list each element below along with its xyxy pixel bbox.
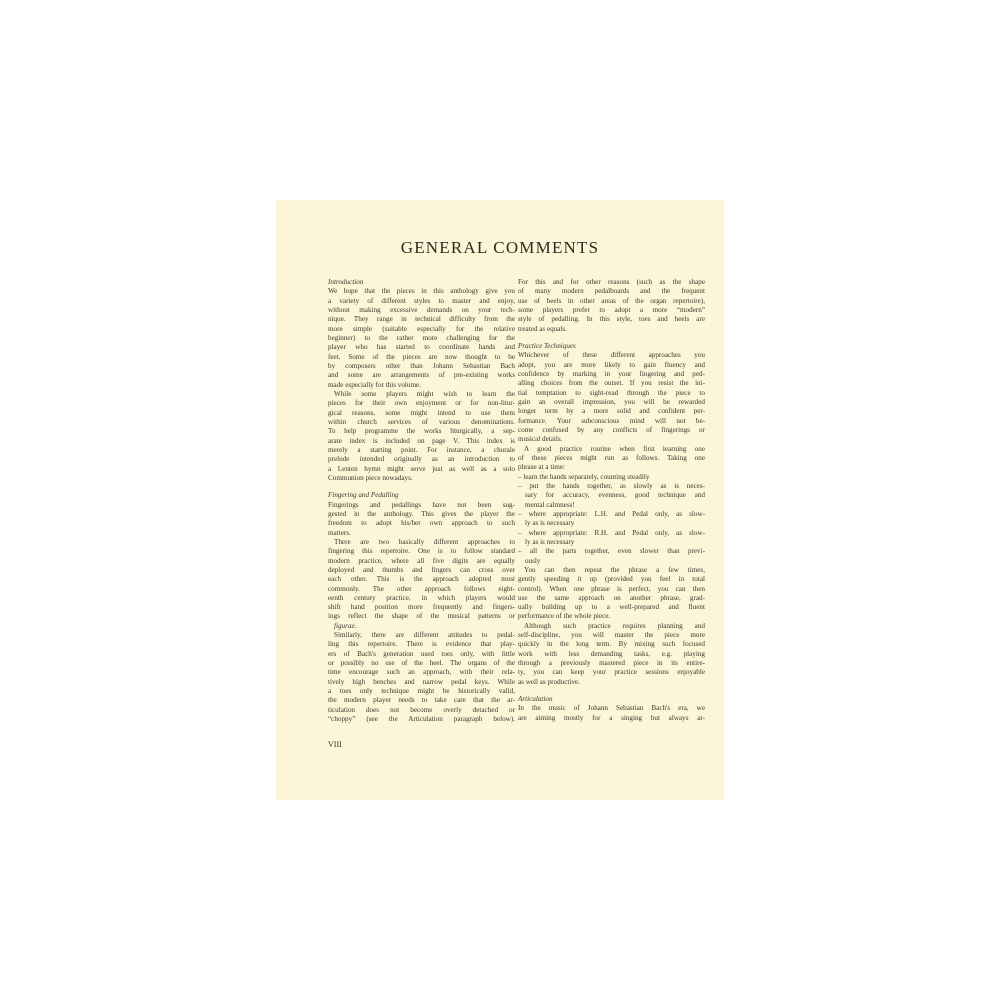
text-line: gain an overall impression, you will be rewarded (518, 397, 705, 406)
text-line: some players prefer to adopt a more “modern” (518, 305, 705, 314)
text-line: eenth century practice, in which players would (328, 593, 515, 602)
page-title: GENERAL COMMENTS (400, 238, 600, 257)
paragraph-gap (518, 334, 705, 342)
text-line: player who has started to coordinate hands and (328, 343, 515, 352)
text-line: – learn the hands separately, counting steadily (518, 472, 650, 481)
text-line: ings reflect the shape of the musical patterns or (328, 612, 515, 621)
text-line: are aiming mostly for a singing but always ar- (518, 713, 705, 722)
text-line: style of pedalling. In this style, toes and heels are (518, 315, 705, 324)
text-line: ly as is necessary (525, 537, 575, 546)
text-line: a toes only technique might be historically valid, (328, 687, 515, 696)
text-line: – all the parts together, even slower than previ- (518, 547, 705, 556)
section-heading: Articulation (518, 695, 553, 704)
text-line: merely a starting point. For instance, a chorale (328, 445, 515, 454)
text-line: ously (525, 556, 541, 565)
text-line: – where appropriate: R.H. and Pedal only, as slow- (518, 528, 705, 537)
text-line: In the music of Johann Sebastian Bach's era, we (518, 704, 705, 713)
section-heading: Practice Techniques (518, 341, 576, 350)
text-line: of these pieces might run as follows. Taking one (518, 453, 705, 462)
text-line: sary for accuracy, evenness, good technique and (525, 491, 705, 500)
text-line: control). When one phrase is perfect, you can then (518, 584, 705, 593)
text-line: formance. Your subconscious mind will not be- (518, 416, 705, 425)
page-number: VIII (328, 740, 342, 749)
text-line: of many modern pedalboards and the frequent (518, 287, 705, 296)
text-line: through a previously mastered piece in its entire- (518, 659, 705, 668)
text-line: You can then repeat the phrase a few times, (524, 565, 705, 574)
text-line: figurae. (334, 621, 357, 630)
text-line: gical reasons, some might intend to use them (328, 408, 515, 417)
text-line: pieces for their own enjoyment or for non-litur- (328, 399, 515, 408)
paragraph-gap (328, 483, 515, 491)
text-line: longer term by a more solid and confident per- (518, 407, 705, 416)
text-line: Fingerings and pedallings have not been sug- (328, 500, 515, 509)
text-line: tively high benches and narrow pedal keys. While (328, 677, 515, 686)
text-line: ually building up to a well-prepared and fluent (518, 603, 705, 612)
text-line: modern practice, where all five digits are equally (328, 556, 515, 565)
left-column (328, 278, 515, 724)
text-line: Whichever of these different approaches you (518, 351, 705, 360)
paragraph-gap (518, 687, 705, 695)
text-line: a Lenten hymn might serve just as well as a solo (328, 464, 515, 473)
text-line: – where appropriate: L.H. and Pedal only, as slow- (518, 509, 705, 518)
text-line: For this and for other reasons (such as the shape (518, 278, 705, 286)
text-line: commonly. The other approach follows eight- (328, 584, 515, 593)
text-line: deployed and thumbs and fingers can cross over (328, 565, 515, 574)
text-line: freedom to adopt his/her own approach to such (328, 519, 515, 528)
text-line: confidence by marking in your fingering and ped- (518, 369, 705, 378)
text-line: made especially for this volume. (328, 380, 421, 389)
section-heading: Fingering and Pedalling (328, 491, 399, 500)
text-line: feet. Some of the pieces are now thought to be (328, 352, 515, 361)
text-line: a variety of different styles to master and enjoy, (328, 296, 515, 305)
text-line: phrase at a time: (518, 463, 565, 472)
text-line: treated as equals. (518, 324, 567, 333)
text-line: ticulation does not become overly detached or (328, 705, 515, 714)
text-line: There are two basically different approaches to (334, 537, 515, 546)
text-line: time encourage such an approach, with their rela- (328, 668, 515, 677)
text-line: come confused by any conflicts of fingerings or (518, 425, 705, 434)
text-line: ling this repertoire. There is evidence that play- (328, 640, 515, 649)
text-line: Communion piece nowadays. (328, 473, 413, 482)
text-line: To help programme the works liturgically, a sep- (328, 427, 515, 436)
text-line: quickly in the long term. By mixing such focused (518, 640, 705, 649)
text-line: – put the hands together, as slowly as is neces- (518, 481, 705, 490)
text-line: within church services of various denominations. (328, 417, 515, 426)
right-column (518, 278, 705, 723)
text-line: A good practice routine when first learning one (524, 444, 705, 453)
text-line: use the same approach on another phrase, grad- (518, 593, 705, 602)
text-line: While some players might wish to learn the (334, 389, 515, 398)
text-line: gested in the anthology. This gives the player the (328, 509, 515, 518)
text-line: or possibly no use of the heel. The organs of the (328, 659, 515, 668)
text-line: use of heels in other areas of the organ repertoire), (518, 296, 705, 305)
text-line: alling choices from the outset. If you resist the ini- (518, 379, 705, 388)
text-line: arate index is included on page V. This index is (328, 436, 515, 445)
text-line: the modern player needs to take care that the ar- (328, 696, 515, 705)
text-line: each other. This is the approach adopted most (328, 575, 515, 584)
section-heading: Introduction (328, 278, 364, 286)
text-line: We hope that the pieces in this anthology give you (328, 287, 515, 296)
text-line: nique. They range in technical difficulty from the (328, 315, 515, 324)
document-page (276, 200, 724, 800)
text-line: matters. (328, 528, 351, 537)
text-line: more simple (suitable especially for the relative (328, 324, 515, 333)
text-line: Similarly, there are different attitudes to pedal- (334, 631, 515, 640)
text-line: beginner) to the rather more challenging for the (328, 333, 515, 342)
text-line: Although such practice requires planning and (524, 621, 705, 630)
text-line: fingering this repertoire. One is to follow standard (328, 547, 515, 556)
text-line: “choppy” (see the Articulation paragraph below). (328, 715, 515, 724)
text-line: by composers other than Johann Sebastian Bach (328, 361, 515, 370)
text-line: gently speeding it up (provided you feel in total (518, 575, 705, 584)
text-line: performance of the whole piece. (518, 612, 611, 621)
text-line: ers of Bach's generation used toes only, with little (328, 649, 515, 658)
text-line: tial temptation to sight-read through the piece to (518, 388, 705, 397)
text-line: and some are arrangements of pre-existing works (328, 371, 515, 380)
text-line: ty, you can keep your practice sessions enjoyable (518, 668, 705, 677)
text-line: mental calmness! (525, 500, 575, 509)
text-line: prelude intended originally as an introduction to (328, 455, 515, 464)
text-line: ly as is necessary (525, 519, 575, 528)
text-line: as well as productive. (518, 677, 580, 686)
text-line: without making excessive demands on your tech- (328, 305, 515, 314)
text-line: self-discipline, you will master the piece more (518, 631, 705, 640)
text-line: adopt, you are more likely to gain fluency and (518, 360, 705, 369)
text-line: musical details. (518, 435, 563, 444)
text-line: shift hand position more frequently and fingers- (328, 603, 515, 612)
text-line: work with less demanding tasks, e.g. playing (518, 649, 705, 658)
